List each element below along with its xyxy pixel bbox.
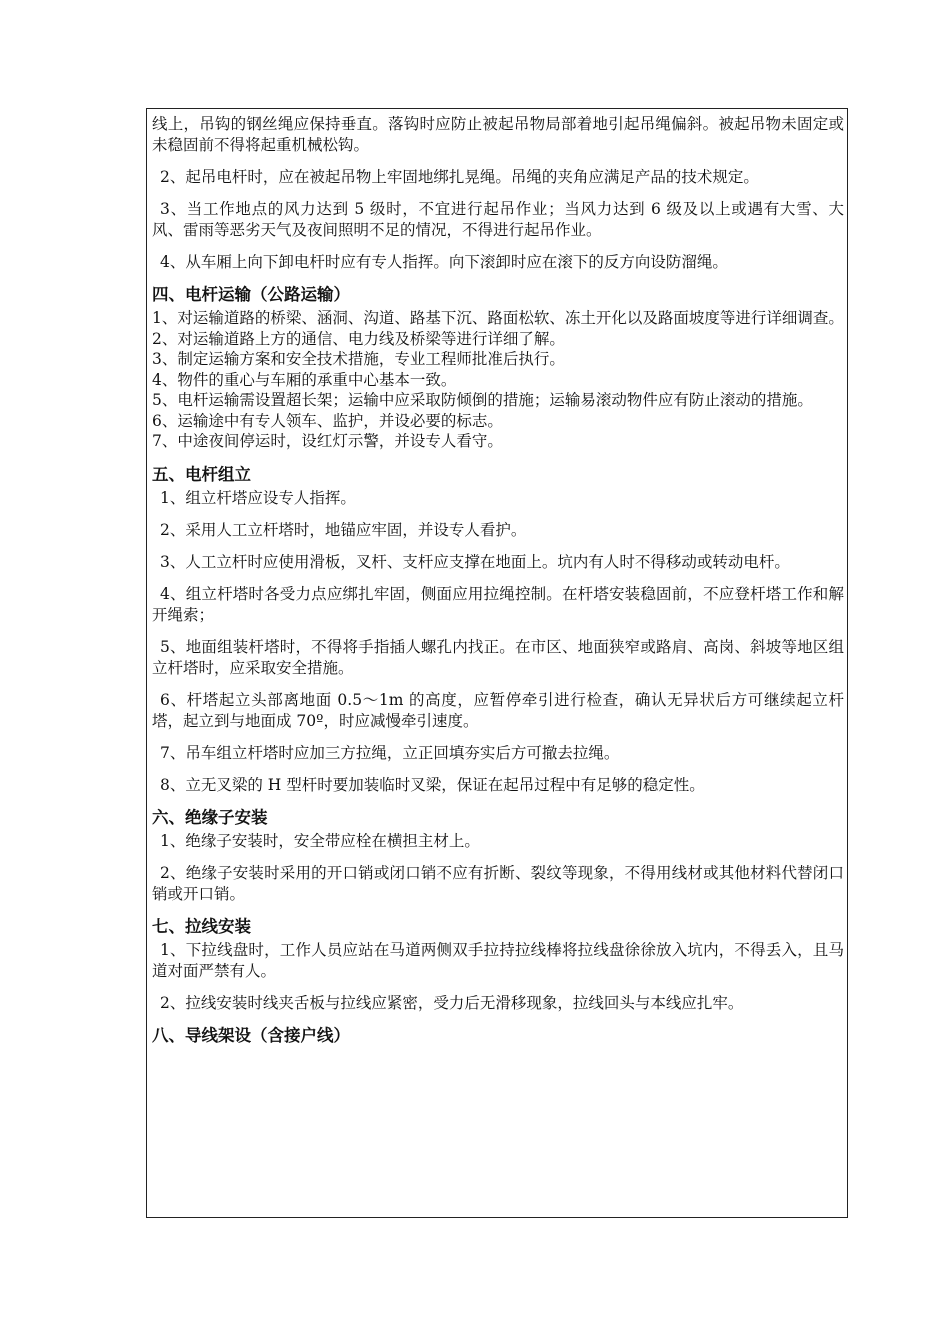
paragraph: 4、从车厢上向下卸电杆时应有专人指挥。向下滚卸时应在滚下的反方向设防溜绳。 xyxy=(160,253,728,271)
paragraph: 2、绝缘子安装时采用的开口销或闭口销不应有折断、裂纹等现象，不得用线材或其他材料代替闭口销或开口销。 xyxy=(152,863,844,903)
paragraph: 1、组立杆塔应设专人指挥。 xyxy=(160,488,356,507)
paragraph: 7、吊车组立杆塔时应加三方拉绳，立正回填夯实后方可撤去拉绳。 xyxy=(160,743,620,762)
section-heading: 五、电杆组立 xyxy=(152,464,251,484)
paragraph: 6、杆塔起立头部离地面 0.5～1m 的高度，应暂停牵引进行检查，确认无异状后方可继续起立杆塔，起立到与地面成 70º，时应减慢牵引速度。 xyxy=(152,690,844,730)
paragraph: 2、拉线安装时线夹舌板与拉线应紧密，受力后无滑移现象，拉线回头与本线应扎牢。 xyxy=(160,993,744,1012)
list-item: 1、对运输道路的桥梁、涵洞、沟道、路基下沉、路面松软、冻土开化以及路面坡度等进行详细调查。 xyxy=(152,309,844,327)
paragraph: 2、起吊电杆时，应在被起吊物上牢固地绑扎晃绳。吊绳的夹角应满足产品的技术规定。 xyxy=(160,168,759,186)
paragraph: 4、组立杆塔时各受力点应绑扎牢固，侧面应用拉绳控制。在杆塔安装稳固前，不应登杆塔工作和解开绳索； xyxy=(152,584,844,624)
paragraph: 线上，吊钩的钢丝绳应保持垂直。落钩时应防止被起吊物局部着地引起吊绳偏斜。被起吊物未固定或未稳固前不得将起重机械松钩。 xyxy=(152,115,844,154)
list-item: 5、电杆运输需设置超长架；运输中应采取防倾倒的措施；运输易滚动物件应有防止滚动的措施。 xyxy=(152,391,813,409)
paragraph: 8、立无叉梁的 H 型杆时要加装临时叉梁，保证在起吊过程中有足够的稳定性。 xyxy=(160,775,705,794)
paragraph: 1、下拉线盘时，工作人员应站在马道两侧双手拉持拉线棒将拉线盘徐徐放入坑内，不得丢入，且马道对面严禁有人。 xyxy=(152,940,844,980)
paragraph: 1、绝缘子安装时，安全带应栓在横担主材上。 xyxy=(160,831,480,850)
paragraph: 5、地面组装杆塔时，不得将手指插人螺孔内找正。在市区、地面狭窄或路肩、高岗、斜坡等地区组立杆塔时，应采取安全措施。 xyxy=(152,637,844,677)
list-item: 3、制定运输方案和安全技术措施，专业工程师批准后执行。 xyxy=(152,350,565,368)
section-heading: 八、导线架设（含接户线） xyxy=(152,1025,350,1045)
section-heading: 六、绝缘子安装 xyxy=(152,807,268,827)
section-heading: 七、拉线安装 xyxy=(152,916,251,936)
section-heading: 四、电杆运输（公路运输） xyxy=(152,285,350,304)
document-body xyxy=(152,114,844,1049)
list-item: 6、运输途中有专人领车、监护，并设必要的标志。 xyxy=(152,411,503,430)
list-item: 2、对运输道路上方的通信、电力线及桥梁等进行详细了解。 xyxy=(152,329,565,348)
paragraph: 3、人工立杆时应使用滑板，叉杆、支杆应支撑在地面上。坑内有人时不得移动或转动电杆。 xyxy=(160,552,790,571)
list-item: 4、物件的重心与车厢的承重中心基本一致。 xyxy=(152,370,457,389)
list-item: 7、中途夜间停运时，设红灯示警，并设专人看守。 xyxy=(152,432,503,450)
paragraph: 3、当工作地点的风力达到 5 级时，不宜进行起吊作业；当风力达到 6 级及以上或遇有大雪、大风、雷雨等恶劣天气及夜间照明不足的情况，不得进行起吊作业。 xyxy=(152,200,844,239)
paragraph: 2、采用人工立杆塔时，地锚应牢固，并设专人看护。 xyxy=(160,520,527,539)
